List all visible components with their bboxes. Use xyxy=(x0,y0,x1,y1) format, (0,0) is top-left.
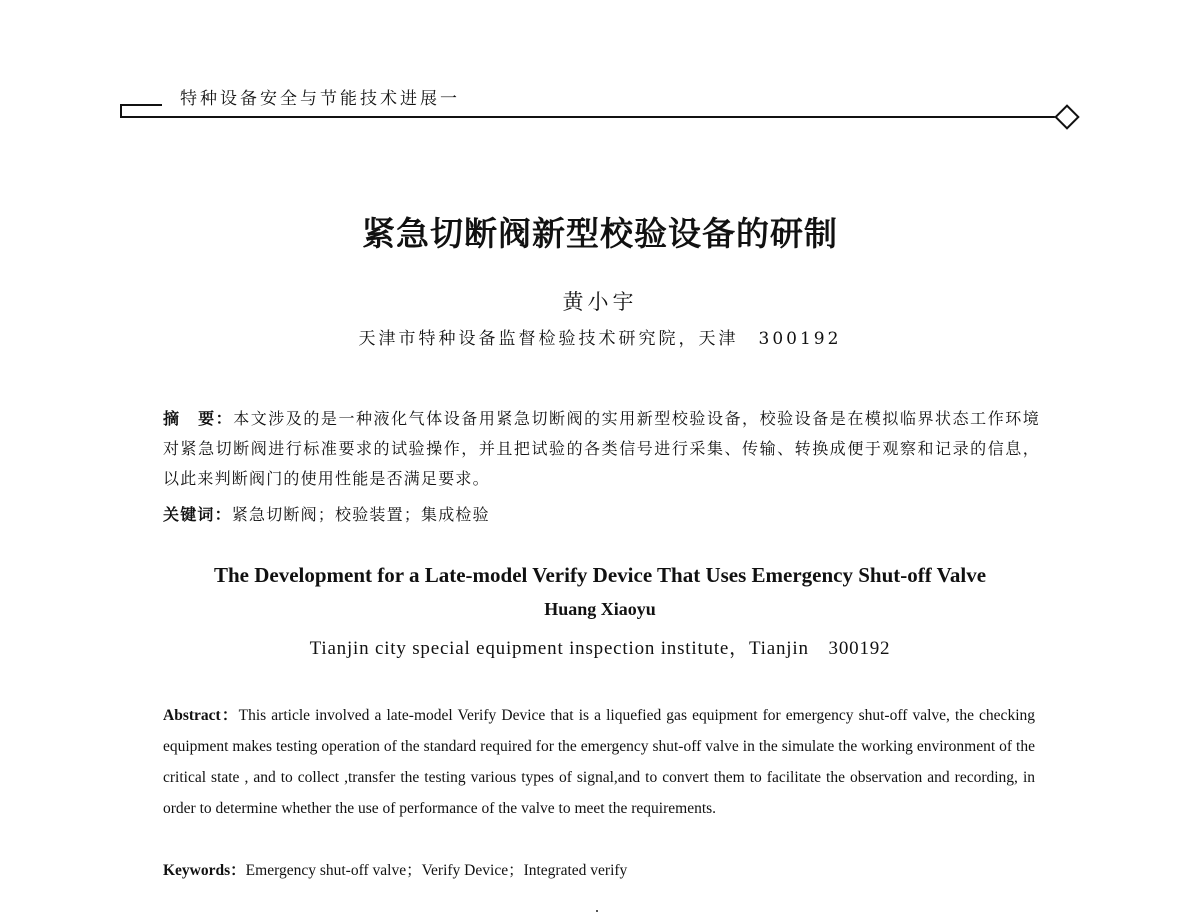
chinese-keywords-text: 紧急切断阀；校验装置；集成检验 xyxy=(231,505,490,524)
english-author: Huang Xiaoyu xyxy=(544,599,656,619)
chinese-author: 黄小宇 xyxy=(562,290,638,314)
english-keywords-label: Keywords： xyxy=(163,862,246,879)
header-rule xyxy=(120,116,1055,118)
diamond-icon xyxy=(1054,104,1079,129)
chinese-keywords xyxy=(163,500,1040,530)
chinese-title: 紧急切断阀新型校验设备的研制 xyxy=(362,214,838,253)
english-abstract-text: This article involved a late-model Verify Device that is a liquefied gas equipment for emergency shut-off valve, the checking equipment makes testing operation of the standard required for the emergency shut-off valve in the simulate the working environment of the critical state , and to collect ,transfer the testing various types of signal,and to convert them to facilitate the observation and recording, in order to determine whether the use of performance of the valve to meet the requirements. xyxy=(163,707,1035,817)
chinese-affiliation: 天津市特种设备监督检验技术研究院，天津 300192 xyxy=(358,329,842,349)
chinese-keywords-label: 关键词： xyxy=(163,505,232,524)
scan-speck xyxy=(596,910,598,912)
english-keywords xyxy=(163,855,1035,886)
chinese-abstract-label: 摘 要： xyxy=(163,409,234,428)
chinese-abstract xyxy=(163,404,1040,494)
header-rule-short xyxy=(120,104,162,106)
english-abstract xyxy=(163,700,1035,824)
english-title: The Development for a Late-model Verify Device That Uses Emergency Shut-off Valve xyxy=(213,563,987,587)
english-abstract-label: Abstract： xyxy=(163,707,239,724)
series-title: 特种设备安全与节能技术进展一 xyxy=(180,89,460,109)
chinese-abstract-text: 本文涉及的是一种液化气体设备用紧急切断阀的实用新型校验设备，校验设备是在模拟临界状态工作环境对紧急切断阀进行标准要求的试验操作，并且把试验的各类信号进行采集、传输、转换成便于观察和记录的信息，以此来判断阀门的使用性能是否满足要求。 xyxy=(163,409,1040,488)
english-affiliation: Tianjin city special equipment inspection institute，Tianjin 300192 xyxy=(309,638,891,659)
english-keywords-text: Emergency shut-off valve；Verify Device；Integrated verify xyxy=(245,862,628,879)
